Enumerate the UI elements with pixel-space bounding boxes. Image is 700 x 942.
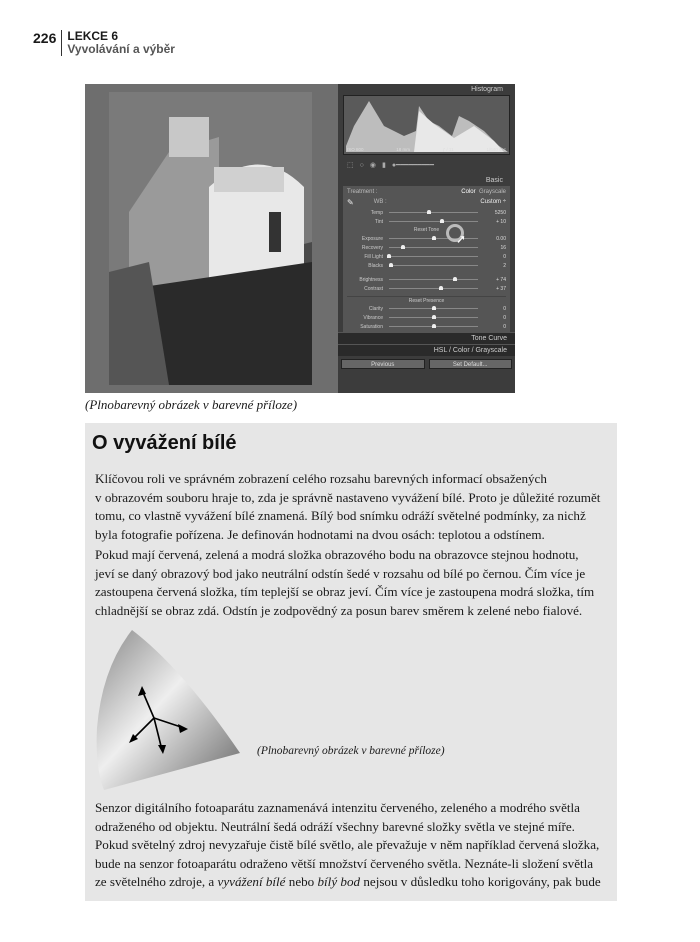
text-line: zastoupena červená složka, tím teplejší se obraz jeví. Čím více je zastoupena modrá složka, tím xyxy=(95,584,595,600)
text-line: Senzor digitálního fotoaparátu zaznamenává intenzitu červeného, zeleného a modrého světla xyxy=(95,800,580,815)
emphasis-term: bílý bod xyxy=(317,874,361,890)
text-line: byla fotografie pořízena. Je definován hodnotami na dvou osách: teplotou a odstínem. xyxy=(95,526,545,542)
basic-section xyxy=(343,186,510,332)
slider-label: Saturation xyxy=(360,323,383,330)
slider-track[interactable] xyxy=(389,247,478,248)
box-title: O vyvážení bílé xyxy=(92,432,237,454)
paragraph-1 xyxy=(95,470,600,544)
slider-value[interactable]: 5250 xyxy=(494,209,506,216)
brush-icon[interactable]: ●━━━━━━━━━ xyxy=(391,162,434,169)
redeye-icon[interactable]: ◉ xyxy=(369,162,376,169)
previous-button[interactable]: Previous xyxy=(341,359,425,369)
slider-value[interactable]: 2 xyxy=(503,262,506,269)
slider-row xyxy=(347,208,506,217)
chapter-subtitle: Vyvolávání a výběr xyxy=(67,42,175,56)
slider-track[interactable] xyxy=(389,212,478,213)
slider-track[interactable] xyxy=(389,221,478,222)
slider-thumb[interactable] xyxy=(439,286,443,290)
slider-track[interactable] xyxy=(389,326,478,327)
text-line xyxy=(95,873,601,892)
text-line: jeví se daný obrazový bod jako neutrální odstín šedé v rozsahu od bílé po černou. Čím více je xyxy=(95,565,586,581)
develop-panel xyxy=(338,84,515,393)
histogram-header[interactable]: Histogram xyxy=(471,86,503,93)
slider-track[interactable] xyxy=(389,288,478,289)
slider-track[interactable] xyxy=(389,279,478,280)
text-line: Pokud mají červená, zelená a modrá složka obrazového bodu na obrazovce stejnou hodnotu, xyxy=(95,547,579,562)
slider-label: Temp xyxy=(370,209,383,216)
slider-value[interactable]: 0 xyxy=(503,323,506,330)
presence-sliders xyxy=(347,304,506,331)
shutter-readout: 1/640 sec xyxy=(486,147,506,152)
slider-value[interactable]: 0 xyxy=(503,253,506,260)
slider-value[interactable]: + 74 xyxy=(496,276,506,283)
slider-row xyxy=(347,284,506,293)
slider-value[interactable]: 16 xyxy=(500,244,506,251)
wb-label: WB : xyxy=(373,199,387,205)
slider-thumb[interactable] xyxy=(440,219,444,223)
text-line: Pokud světelný zdroj nevyzařuje čistě bílé světlo, ale převažuje v něm například červená složka, xyxy=(95,837,600,853)
graduated-filter-icon[interactable]: ▮ xyxy=(381,162,386,169)
text-line: bude na senzor fotoaparátu odraženo větší množství červeného světla. Neznáte-li složení světla xyxy=(95,855,594,871)
hsl-header[interactable]: HSL / Color / Grayscale xyxy=(338,344,515,356)
text-line: v obrazovém souboru hraje to, zda je správně nastaveno vyvážení bílé. Proto je důležité rozumět xyxy=(95,489,601,505)
slider-label: Recovery xyxy=(361,244,383,251)
text-fragment: nebo xyxy=(285,874,318,890)
slider-row xyxy=(347,304,506,313)
histogram xyxy=(343,95,510,155)
slider-row xyxy=(347,234,506,243)
slider-label: Tint xyxy=(374,218,383,225)
slider-label: Fill Light xyxy=(364,253,383,260)
pointer-cursor-icon: ➚ xyxy=(456,232,467,246)
figure-caption: (Plnobarevný obrázek v barevné příloze) xyxy=(85,397,298,412)
wb-select[interactable]: Custom ÷ xyxy=(480,199,506,205)
slider-label: Exposure xyxy=(361,235,383,242)
slider-label: Blacks xyxy=(368,262,383,269)
slider-track[interactable] xyxy=(389,256,478,257)
tool-strip xyxy=(343,157,510,173)
slider-thumb[interactable] xyxy=(401,245,405,249)
text-line: odraženého od objektu. Neutrální šedá odráží všechny barevné složky světla ve stejné míře. xyxy=(95,818,575,834)
paragraph-3 xyxy=(95,799,601,892)
set-default-button[interactable]: Set Default... xyxy=(429,359,513,369)
slider-thumb[interactable] xyxy=(432,236,436,240)
text-fragment: ze světelného zdroje, a xyxy=(95,874,218,890)
crop-icon[interactable]: ⬚ xyxy=(347,162,354,169)
slider-thumb[interactable] xyxy=(453,277,457,281)
wb-sliders xyxy=(347,208,506,226)
slider-row xyxy=(347,261,506,270)
paragraph-2 xyxy=(95,546,594,620)
slider-value[interactable]: 0.00 xyxy=(496,235,506,242)
slider-row xyxy=(347,217,506,226)
basic-header[interactable]: Basic xyxy=(485,177,503,184)
slider-track[interactable] xyxy=(389,317,478,318)
slider-value[interactable]: 0 xyxy=(503,305,506,312)
slider-label: Brightness xyxy=(359,276,383,283)
reset-presence[interactable]: Reset Presence xyxy=(347,296,506,304)
text-line: chladnější se obraz zdá. Odstín je zodpovědný za posun barev směrem k zelené nebo fialové. xyxy=(95,602,583,618)
focal-readout: 18 mm xyxy=(396,147,411,152)
slider-thumb[interactable] xyxy=(387,254,391,258)
page-number: 226 xyxy=(33,30,62,56)
text-fragment: nejsou v důsledku toho korigovány, pak bude xyxy=(360,874,601,890)
slider-row xyxy=(347,243,506,252)
slider-label: Contrast xyxy=(364,285,383,292)
slider-row xyxy=(347,322,506,331)
spot-removal-icon[interactable]: ○ xyxy=(359,161,364,169)
tone-sliders-2 xyxy=(347,275,506,293)
white-balance-diagram xyxy=(92,628,242,793)
aperture-readout: ƒ / 11 xyxy=(442,147,454,152)
emphasis-term: vyvážení bílé xyxy=(217,874,286,890)
iso-readout: ISO 800 xyxy=(347,147,364,152)
slider-value[interactable]: 0 xyxy=(503,314,506,321)
tone-curve-header[interactable]: Tone Curve xyxy=(338,332,515,344)
slider-row xyxy=(347,275,506,284)
slider-track[interactable] xyxy=(389,308,478,309)
slider-value[interactable]: + 10 xyxy=(496,218,506,225)
treatment-color[interactable]: Color xyxy=(461,188,476,195)
slider-track[interactable] xyxy=(389,265,478,266)
church-photo xyxy=(109,92,312,385)
running-header xyxy=(33,30,175,56)
slider-thumb[interactable] xyxy=(389,263,393,267)
lesson-label: LEKCE 6 xyxy=(67,29,119,43)
lightroom-screenshot xyxy=(85,84,515,393)
reset-tone[interactable]: Reset Tone xyxy=(413,227,440,233)
text-line: tomu, co vlastně vyvážení bílé znamená. Bílý bod snímku odráží světelné podmínky, za nichž xyxy=(95,508,586,524)
eyedropper-icon[interactable]: ✎ xyxy=(347,197,354,207)
treatment-grayscale[interactable]: Grayscale xyxy=(478,188,506,195)
text-line: Klíčovou roli ve správném zobrazení celého rozsahu barevných informací obsažených xyxy=(95,471,547,486)
diagram-caption: (Plnobarevný obrázek v barevné příloze) xyxy=(257,745,445,757)
slider-label: Vibrance xyxy=(363,314,383,321)
slider-thumb[interactable] xyxy=(432,324,436,328)
slider-thumb[interactable] xyxy=(432,306,436,310)
treatment-label: Treatment : xyxy=(347,188,378,195)
slider-thumb[interactable] xyxy=(432,315,436,319)
slider-row xyxy=(347,252,506,261)
slider-value[interactable]: + 37 xyxy=(496,285,506,292)
slider-thumb[interactable] xyxy=(427,210,431,214)
tone-sliders xyxy=(347,234,506,270)
slider-label: Clarity xyxy=(368,305,383,312)
slider-row xyxy=(347,313,506,322)
